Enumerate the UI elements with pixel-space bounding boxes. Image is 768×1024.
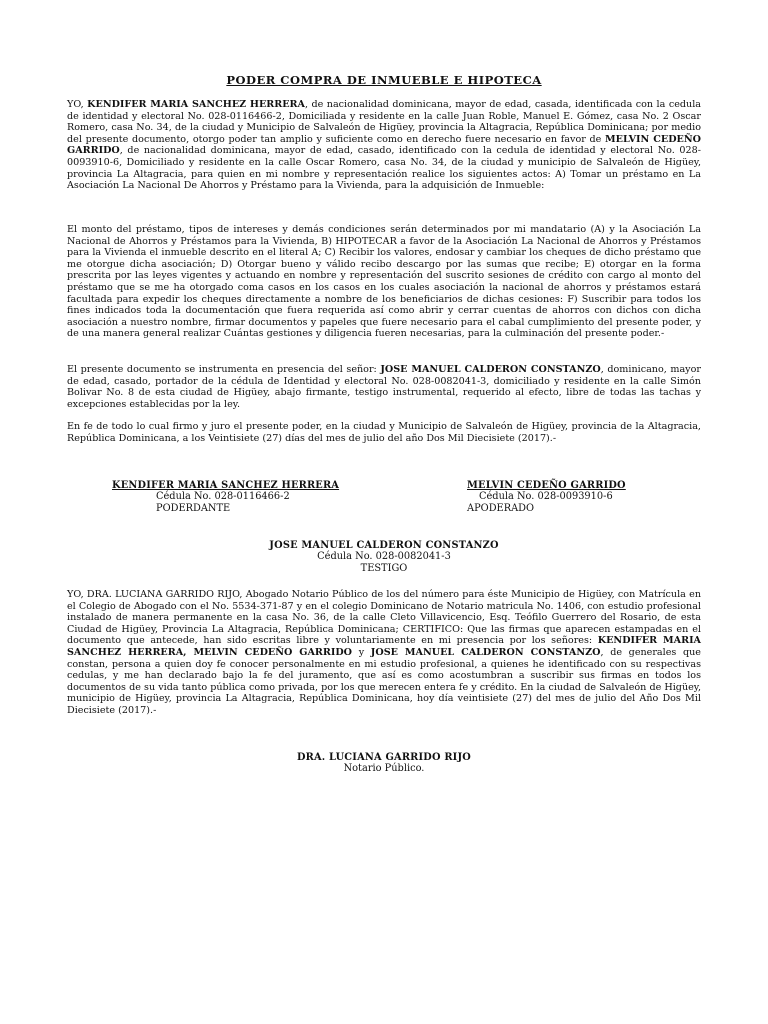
notary-signature-title: Notario Público. xyxy=(343,763,425,775)
attorney-name-bold: MELVIN CEDEÑO GARRIDO xyxy=(67,133,701,157)
notary-paragraph-part-c: y xyxy=(352,646,371,658)
grantor-signature-id: Cédula No. 028-0116466-2 xyxy=(156,491,290,503)
document-title-text: PODER COMPRA DE INMUEBLE E HIPOTECA xyxy=(226,73,542,87)
witness-name-bold: JOSE MANUEL CALDERON CONSTANZO xyxy=(380,364,601,375)
grantor-paragraph-part-a: YO, xyxy=(67,99,88,110)
grantor-signature-role: PODERDANTE xyxy=(156,502,231,514)
witness-paragraph-part-a: El presente documento se instrumenta en presencia del señor: xyxy=(67,364,381,375)
attorney-signature-role: APODERADO xyxy=(467,502,535,514)
witness-paragraph-part-c: , dominicano, mayor de edad, casado, portador de la cédula de Identidad y electoral No. 028-0082041-3, domiciliado y residente en la calle Simón Bolivar No. 8 de esta ciudad de Higüey, abajo firmante, testigo instrumental, requerido al efecto, libre de todas las tachas y excepciones establecidas por la ley. xyxy=(67,364,701,410)
signers-names-bold: KENDIFER MARIA SANCHEZ HERRERA, MELVIN CEDEÑO GARRIDO xyxy=(67,635,702,658)
witness-signature-name: JOSE MANUEL CALDERON CONSTANZO xyxy=(269,540,499,551)
grantor-paragraph xyxy=(67,99,701,192)
loan-terms-paragraph: El monto del préstamo, tipos de intereses y demás condiciones serán determinados por mi mandatario (A) y la Asociación La Nacional de Ahorros y Préstamos para la Vivienda, B) HIPOTECAR a favor de la Asociación La Nacional de Ahorros y Préstamos para la Vivienda el inmueble descrito en el literal A; C) Recibir los valores, endosar y cambiar los cheques de dicho préstamo que me otorgue dicha asociación; D) Otorgar bueno y válido recibo descargo por las sumas que recibe; E) otorgar en la forma prescrita por las leyes vigentes y actuando en nombre y representación del suscrito sesiones de crédito con cargo al monto del préstamo que se me ha otorgado coma casos en los casos en los cuales asociación la nacional de ahorros y préstamos estará facultada para expedir los cheques directamente a nombre de los beneficiarios de dichas cesiones: F) Suscribir para todos los fines indicados toda la documentación que fuera requerida así como abrir y cerrar cuentas de ahorros con dichos con dicha asociación a nuestro nombre, firmar documentos y papeles que fuere necesario para el cabal cumplimiento del presente poder, y de una manera general realizar Cuántas gestiones y diligencia fueren necesarias, para la culminación del presente poder.- xyxy=(67,224,701,340)
notary-paragraph-part-e: , de generales que constan, persona a quien doy fe conocer personalmente en mi estudio profesional, a quienes he identificado con su respectivas cedulas, y me han declarado bajo la fe del juramento, que así es como acostumbran a suscribir sus firmas en todos los documentos de su vida tanto pública como privada, por los que merecen entera fe y crédito. En la ciudad de Salvaleón de Higüey, municipio de Higüey, provincia La Altagracia, República Dominicana, hoy día veintisiete (27) del mes de julio del Año Dos Mil Diecisiete (2017).- xyxy=(67,646,701,716)
notary-paragraph-part-a: YO, DRA. LUCIANA GARRIDO RIJO, Abogado Notario Público de los del número para éste Municipio de Higüey, con Matrícula en el Colegio de Abogado con el No. 5534-371-87 y en el colegio Dominicano de Notario matricula No. 1406, con estudio profesional instalado de manera permanente en la casa No. 36, de la calle Cleto Villavicencio, Esq. Teófilo Guerrero del Rosario, de esta Ciudad de Higüey, Provincia La Altagracia, República Dominicana; CERTIFICO: Que las firmas que aparecen estampadas en el documento que antecede, han sido escritas libre y voluntariamente en mi presencia por los señores: xyxy=(67,589,701,647)
notary-certification-paragraph xyxy=(67,589,701,717)
attorney-signature-name: MELVIN CEDEÑO GARRIDO xyxy=(467,480,626,491)
attorney-signature-id: Cédula No. 028-0093910-6 xyxy=(479,491,613,503)
grantor-signature-block xyxy=(112,480,339,514)
notary-signature-name: DRA. LUCIANA GARRIDO RIJO xyxy=(296,752,472,763)
witness-name-bold-2: JOSE MANUEL CALDERON CONSTANZO xyxy=(370,646,601,658)
witness-signature-id: Cédula No. 028-0082041-3 xyxy=(317,551,451,563)
witness-signature-block xyxy=(0,540,768,574)
grantor-name-bold: KENDIFER MARIA SANCHEZ HERRERA xyxy=(87,99,305,110)
attorney-signature-block xyxy=(467,480,626,514)
grantor-paragraph-part-e: , de nacionalidad dominicana, mayor de edad, casado, identificado con la cedula de identidad y electoral No. 028-0093910-6, Domiciliado y residente en la calle Oscar Romero, casa No. 34, de la ciudad y municipio de Salvaleón de Higüey, provincia La Altagracia, para quien en mi nombre y representación realice los siguientes actos: A) Tomar un préstamo en La Asociación La Nacional De Ahorros y Préstamo para la Vivienda, para la adquisición de Inmueble: xyxy=(67,145,701,192)
oath-paragraph: En fe de todo lo cual firmo y juro el presente poder, en la ciudad y Municipio de Salvaleón de Higüey, provincia de la Altagracia, República Dominicana, a los Veintisiete (27) días del mes de julio del año Dos Mil Diecisiete (2017).- xyxy=(67,421,701,444)
witness-paragraph xyxy=(67,364,701,410)
witness-signature-role: TESTIGO xyxy=(360,562,408,574)
notary-signature-block xyxy=(0,752,768,775)
document-title xyxy=(0,73,768,87)
grantor-signature-name: KENDIFER MARIA SANCHEZ HERRERA xyxy=(112,480,340,491)
grantor-paragraph-part-c: , de nacionalidad dominicana, mayor de edad, casada, identificada con la cedula de identidad y electoral No. 028-0116466-2, Domiciliada y residente en la calle Juan Roble, Manuel E. Gómez, casa No. 2 Oscar Romero, casa No. 34, de la ciudad y Municipio de Salvaleón de Higüey, provincia la Altagracia, República Dominicana; por medio del presente documento, otorgo poder tan amplio y suficiente como en derecho fuere necesario en favor de xyxy=(67,99,701,145)
